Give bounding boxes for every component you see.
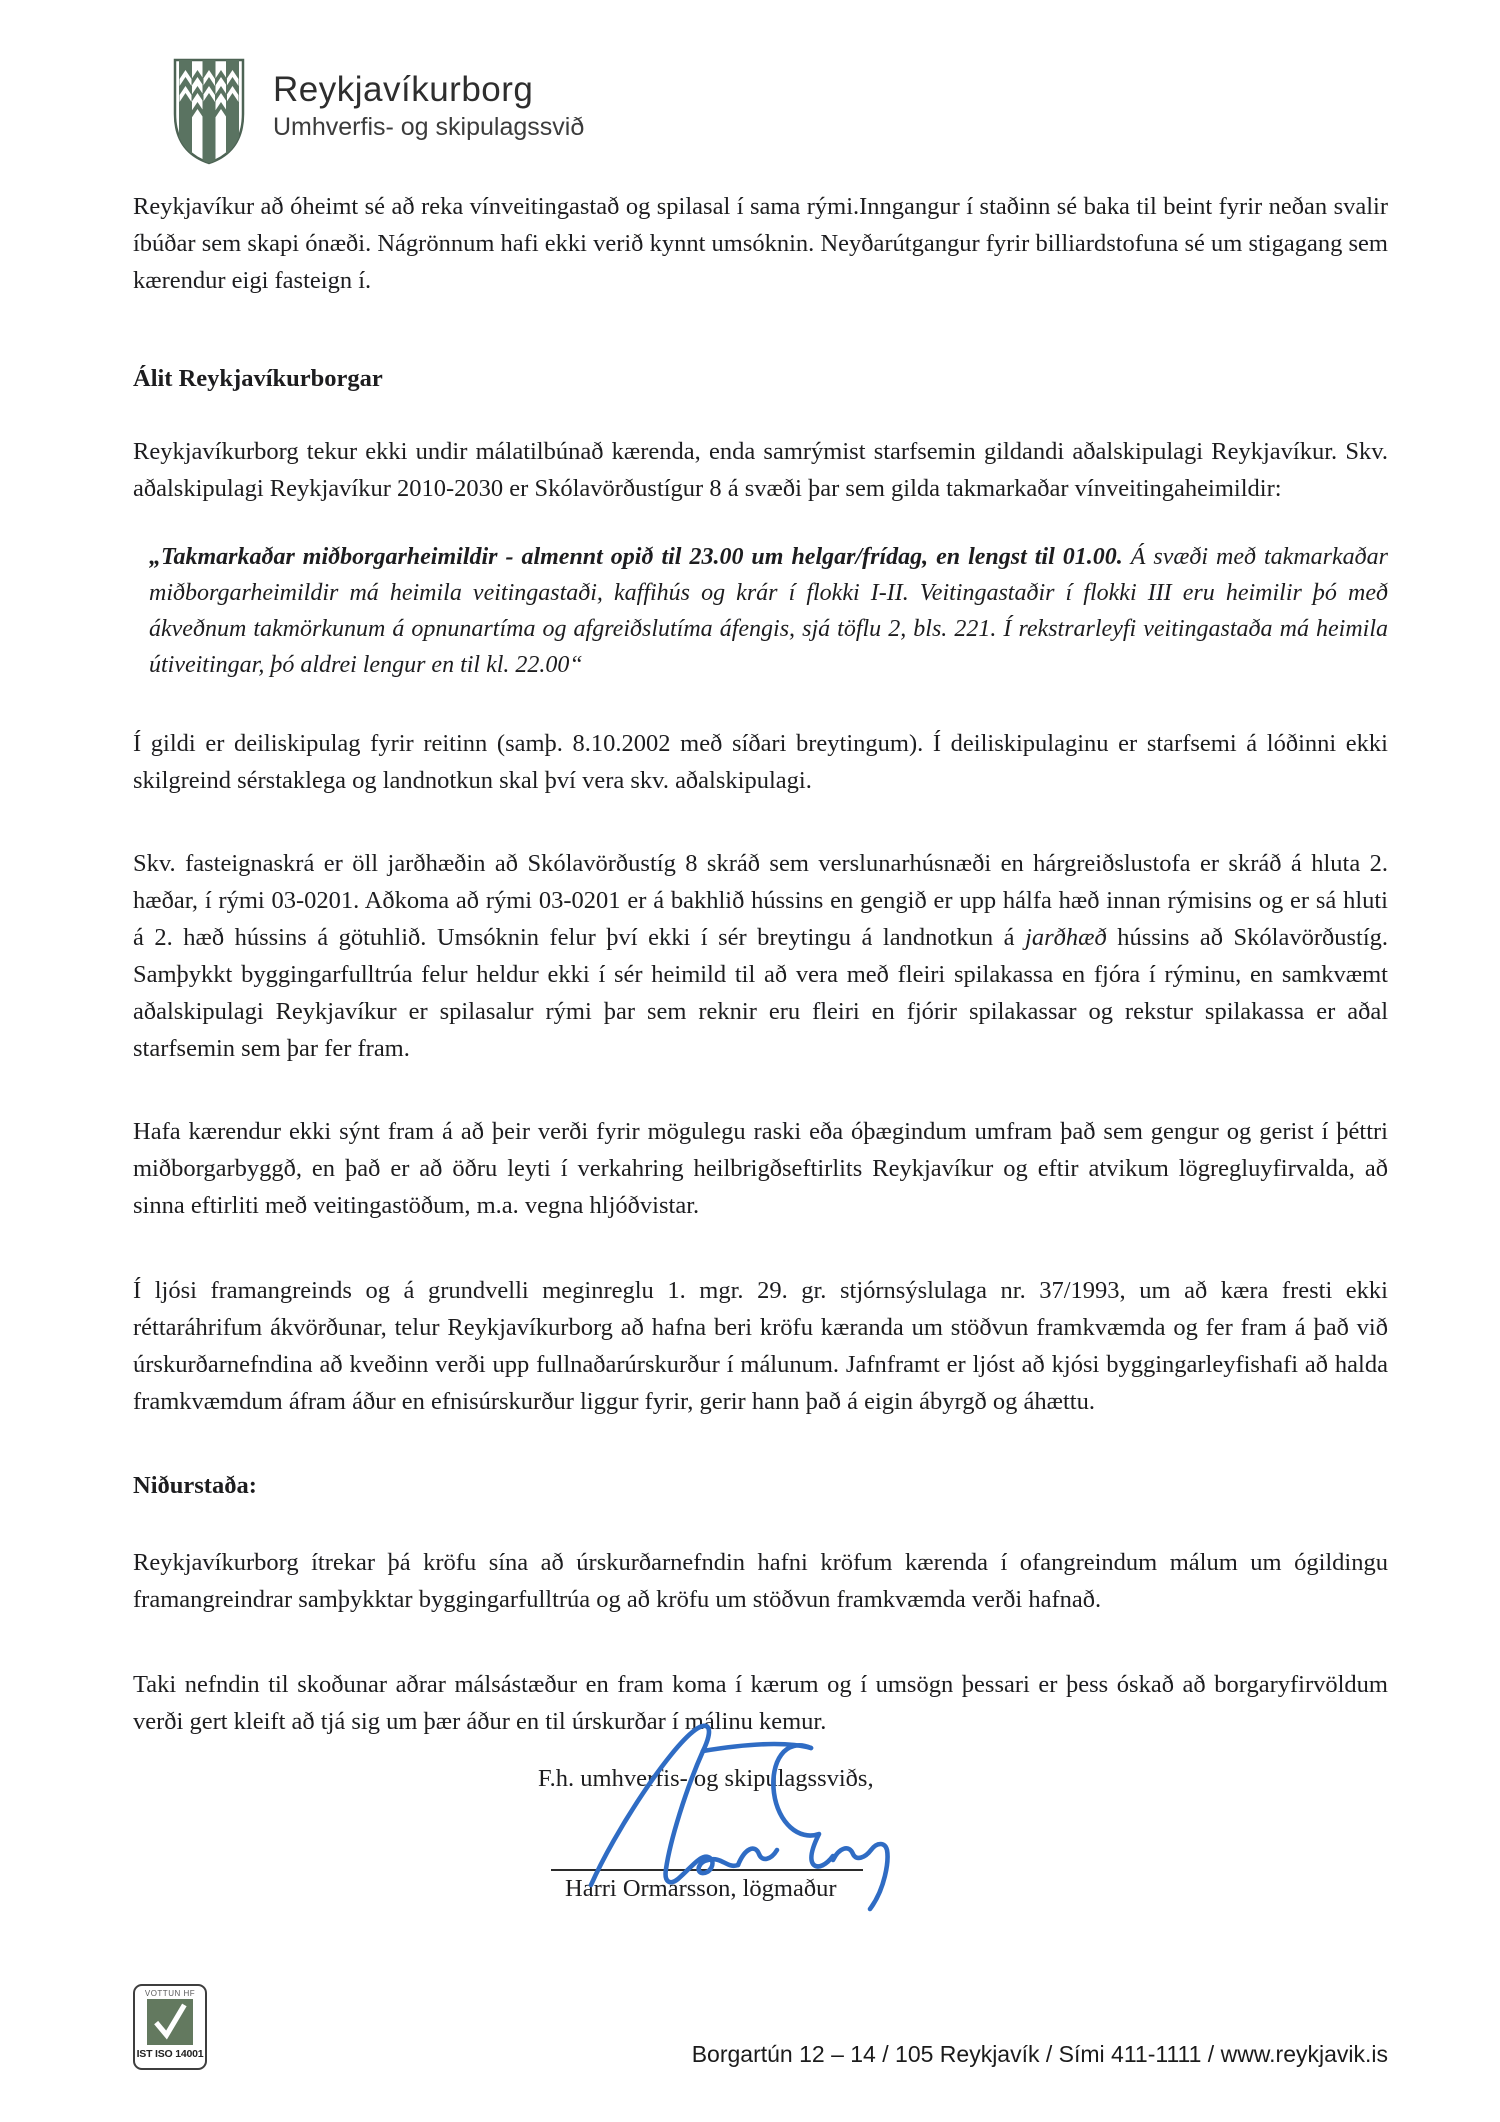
opinion-paragraph-1: Reykjavíkurborg tekur ekki undir málatilbúnað kærenda, enda samrýmist starfsemin gildandi aðalskipulagi Reykjavíkur. Skv. aðalskipulagi Reykjavíkur 2010-2030 er Skólavörðustígur 8 á svæði þar sem gilda takmarkaðar vínveitingaheimildir: bbox=[133, 438, 1388, 502]
signature-line bbox=[551, 1869, 863, 1871]
letterhead-text bbox=[273, 56, 584, 142]
letterhead bbox=[169, 56, 1388, 166]
org-name: Reykjavíkurborg bbox=[273, 70, 534, 109]
badge-iso-label: IST ISO 14001 bbox=[136, 2048, 204, 2060]
badge-checkmark-icon bbox=[147, 1999, 193, 2045]
iso-14001-badge bbox=[133, 1984, 207, 2070]
paragraph-3-end: hússins að Skólavörðustíg. Samþykkt byggingarfulltrúa felur heldur ekki í sér heimild til að vera með fleiri spilakassa en fjóra í rýminu, en samkvæmt aðalskipulagi Reykjavíkur er spilasalur rými þar sem reknir eru fleiri en fjórir spilakassar og rekstur spilakassa er aðal starfsemin sem þar fer fram. bbox=[133, 924, 1388, 1062]
opinion-paragraph-5: Í ljósi framangreinds og á grundvelli meginreglu 1. mgr. 29. gr. stjórnsýslulaga nr. 37/1993, um að kæra fresti ekki réttaráhrifum ákvörðunar, telur Reykjavíkurborg að hafna beri kröfu kæranda um stöðvun framkvæmda og fer fram á það við úrskurðarnefndina að kveðinn verði upp fullnaðarúrskurður í málunum. Jafnframt er ljóst að kjósi byggingarleyfishafi að halda framkvæmdum áfram áður en efnisúrskurður liggur fyrir, gerir hann það á eigin ábyrgð og áhættu. bbox=[133, 1277, 1388, 1415]
quote-bold-part: „Takmarkaðar miðborgarheimildir - almennt opið til 23.00 um helgar/frídag, en lengst til 01.00. bbox=[149, 544, 1123, 570]
intro-paragraph: Reykjavíkur að óheimt sé að reka vínveitingastað og spilasal í sama rými.Inngangur í staðinn sé baka til beint fyrir neðan svalir íbúðar sem skapi ónæði. Nágrönnum hafi ekki verið kynnt umsóknin. Neyðarútgangur fyrir billiardstofuna sé um stigagang sem kærendur eigi fasteign í. bbox=[133, 193, 1388, 294]
quote-regular-part: Á svæði með takmarkaðar miðborgarheimildir má heimila veitingastaði, kaffihús og krár í flokki I-II. Veitingastaðir í flokki III eru heimilir þó með ákveðnum takmörkunum á opnunartíma og afgreiðslutíma áfengis, sjá töflu 2, bls. 221. Í rekstrarleyfi veitingastaða má heimila útiveitingar, þó aldrei lengur en til kl. 22.00“ bbox=[149, 544, 1388, 678]
conclusion-paragraph-1: Reykjavíkurborg ítrekar þá kröfu sína að úrskurðarnefndin hafni kröfum kærenda í ofangreindum málum um ógildingu framangreindrar samþykktar byggingarfulltrúa og að kröfu um stöðvun framkvæmda verði hafnað. bbox=[133, 1549, 1388, 1613]
paragraph-3-start: Skv. fasteignaskrá er öll jarðhæðin að Skólavörðustíg 8 skráð sem verslunarhúsnæði en hárgreiðslustofa er skráð á hluta 2. hæðar, í rými 03-0201. Aðkoma að rými 03-0201 er á bakhlið hússins en gengið er upp hálfa hæð innan rýmisins og er sá hluti á 2. hæð hússins á götuhlið. Umsóknin felur því ekki í sér breytingu á landnotkun á bbox=[133, 850, 1388, 951]
signer-name: Harri Ormarsson, lögmaður bbox=[565, 1874, 837, 1902]
on-behalf-line: F.h. umhverfis- og skipulagssviðs, bbox=[538, 1764, 874, 1792]
conclusion-paragraph-2: Taki nefndin til skoðunar aðrar málsástæður en fram koma í kærum og í umsögn þessari er þess óskað að borgaryfirvöldum verði gert kleift að tjá sig um þær áður en til úrskurðar í málinu kemur. bbox=[133, 1671, 1388, 1735]
footer-address: Borgartún 12 – 14 / 105 Reykjavík / Sími 411-1111 / www.reykjavik.is bbox=[691, 2041, 1388, 2067]
opinion-paragraph-2: Í gildi er deiliskipulag fyrir reitinn (samþ. 8.10.2002 með síðari breytingum). Í deiliskipulaginu er starfsemi á lóðinni ekki skilgreind sérstaklega og landnotkun skal því vera skv. aðalskipulagi. bbox=[133, 730, 1388, 794]
badge-certifier-label: VOTTUN HF bbox=[144, 1989, 196, 1998]
paragraph-3-italic-word: jarðhæð bbox=[1025, 924, 1107, 951]
zoning-quote bbox=[133, 539, 1388, 683]
org-department: Umhverfis- og skipulagssvið bbox=[273, 113, 585, 141]
opinion-paragraph-4: Hafa kærendur ekki sýnt fram á að þeir verði fyrir mögulegu raski eða óþægindum umfram það sem gengur og gerist í þéttri miðborgarbyggð, en það er að öðru leyti í verkahring heilbrigðseftirlits Reykjavíkur og eftir atvikum lögregluyfirvalda, að sinna eftirliti með veitingastöðum, m.a. vegna hljóðvistar. bbox=[133, 1118, 1388, 1219]
conclusion-heading: Niðurstaða: bbox=[133, 1472, 257, 1499]
letter-content bbox=[133, 0, 1388, 1945]
opinion-paragraph-3 bbox=[133, 845, 1388, 1067]
opinion-heading: Álit Reykjavíkurborgar bbox=[133, 365, 383, 392]
signature-block bbox=[433, 1765, 953, 1945]
reykjavik-coat-of-arms-icon bbox=[169, 56, 249, 166]
